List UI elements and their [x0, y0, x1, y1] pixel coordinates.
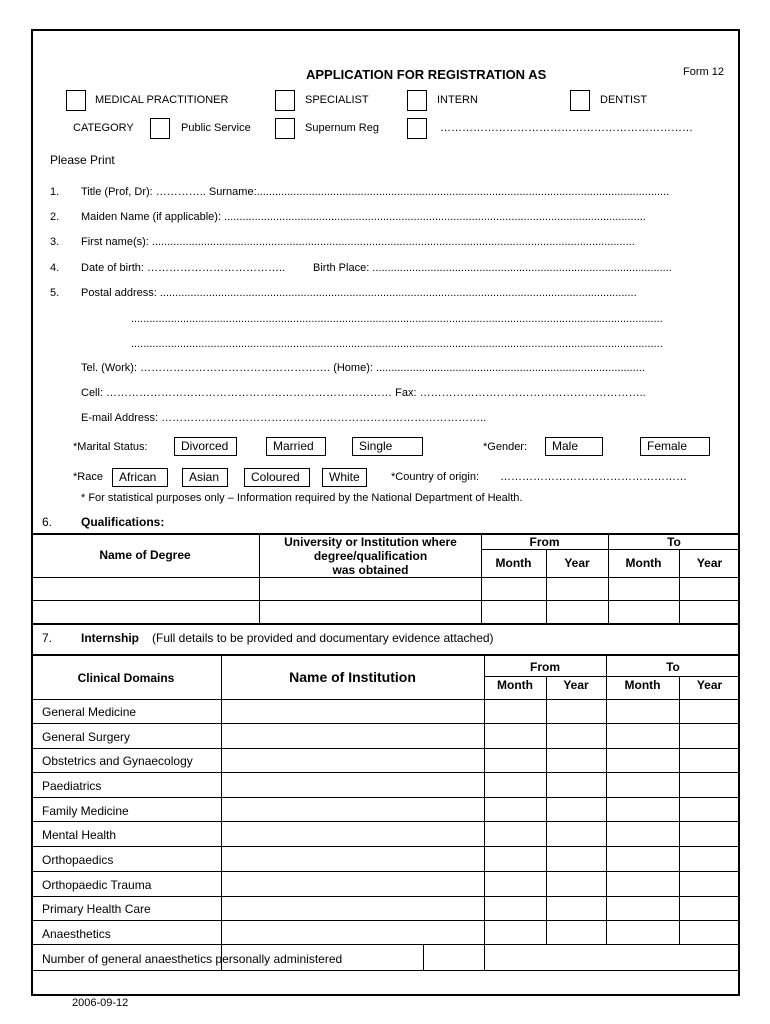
- race-label: *Race: [73, 471, 103, 483]
- form-frame: [31, 29, 740, 996]
- label-public-service: Public Service: [181, 122, 251, 134]
- please-print: Please Print: [50, 153, 115, 167]
- postal-address-line-2[interactable]: ..............................................................................................................................................................................: [131, 313, 663, 325]
- option-married[interactable]: Married: [266, 437, 326, 456]
- field-number-5: 5.: [50, 287, 60, 299]
- postal-address-field[interactable]: Postal address: ............................................................................................................................................................: [81, 287, 637, 299]
- birth-place-field[interactable]: Birth Place: ..................................................................................................: [313, 262, 672, 274]
- qual-to-month: Month: [625, 556, 662, 570]
- checkbox-specialist[interactable]: [275, 90, 295, 111]
- domain-row-label: Anaesthetics: [42, 927, 111, 941]
- option-divorced[interactable]: Divorced: [174, 437, 237, 456]
- first-names-field[interactable]: First name(s): ..............................................................................................................................................................: [81, 236, 635, 248]
- field-number-2: 2.: [50, 211, 60, 223]
- form-title: APPLICATION FOR REGISTRATION AS: [306, 67, 547, 82]
- email-field[interactable]: E-mail Address: ……………………………………………………………………………..: [81, 412, 487, 424]
- title-surname-field[interactable]: Title (Prof, Dr): ………….. Surname:.......................................................................................................................................: [81, 186, 670, 198]
- footer-date: 2006-09-12: [72, 997, 129, 1009]
- date-of-birth-field[interactable]: Date of birth: ………………………………..: [81, 262, 286, 274]
- section-7-number: 7.: [42, 631, 53, 645]
- col-name-of-degree: Name of Degree: [99, 548, 191, 562]
- intern-table-top: [31, 654, 740, 656]
- statistical-note: * For statistical purposes only – Information required by the National Department of Health.: [81, 492, 523, 504]
- option-coloured[interactable]: Coloured: [244, 468, 310, 487]
- label-specialist: SPECIALIST: [305, 94, 369, 106]
- field-number-1: 1.: [50, 186, 60, 198]
- checkbox-medical-practitioner[interactable]: [66, 90, 86, 111]
- domain-row-label: Obstetrics and Gynaecology: [42, 754, 193, 768]
- country-of-origin-field[interactable]: ……………………………………………: [500, 471, 687, 483]
- field-number-3: 3.: [50, 236, 60, 248]
- form-number: Form 12: [683, 66, 724, 78]
- intern-to-year: Year: [696, 678, 723, 692]
- domain-row-label: General Medicine: [42, 705, 137, 719]
- intern-from-header: From: [530, 660, 560, 674]
- qual-from-year: Year: [564, 556, 590, 570]
- col-clinical-domains: Clinical Domains: [77, 671, 175, 685]
- marital-status-label: *Marital Status:: [73, 441, 148, 453]
- label-intern: INTERN: [437, 94, 478, 106]
- section-6-number: 6.: [42, 515, 53, 529]
- anaesthetics-count-label: Number of general anaesthetics personally administered: [42, 952, 343, 966]
- intern-to-header: To: [666, 660, 680, 674]
- qual-to-year: Year: [696, 556, 723, 570]
- label-dentist: DENTIST: [600, 94, 648, 106]
- qual-from-header: From: [529, 535, 560, 549]
- telephone-field[interactable]: Tel. (Work): ……………………………………………. (Home): ........................................................................................: [81, 362, 645, 374]
- internship-note: (Full details to be provided and documentary evidence attached): [152, 631, 494, 645]
- checkbox-supernum-reg[interactable]: [275, 118, 295, 139]
- checkbox-intern[interactable]: [407, 90, 427, 111]
- option-asian[interactable]: Asian: [182, 468, 228, 487]
- qual-from-month: Month: [495, 556, 532, 570]
- qual-table-bottom: [31, 623, 740, 625]
- option-african[interactable]: African: [112, 468, 168, 487]
- cell-fax-field[interactable]: Cell: …………………………………………………………………… Fax: ……………………………………………………..: [81, 387, 646, 399]
- option-female[interactable]: Female: [640, 437, 710, 456]
- intern-to-month: Month: [624, 678, 661, 692]
- label-category: CATEGORY: [73, 122, 134, 134]
- option-single[interactable]: Single: [352, 437, 423, 456]
- option-male[interactable]: Male: [545, 437, 603, 456]
- domain-row-label: Mental Health: [42, 828, 117, 842]
- option-white[interactable]: White: [322, 468, 367, 487]
- country-of-origin-label: *Country of origin:: [391, 471, 480, 483]
- qual-to-header: To: [667, 535, 681, 549]
- checkbox-public-service[interactable]: [150, 118, 170, 139]
- maiden-name-field[interactable]: Maiden Name (if applicable): ..........................................................................................................................................: [81, 211, 646, 223]
- checkbox-dentist[interactable]: [570, 90, 590, 111]
- intern-from-month: Month: [497, 678, 533, 692]
- qualifications-heading: Qualifications:: [81, 515, 165, 529]
- field-number-4: 4.: [50, 262, 60, 274]
- label-medical-practitioner: MEDICAL PRACTITIONER: [95, 94, 229, 106]
- domain-row-label: General Surgery: [42, 730, 131, 744]
- col-university-line-3: was obtained: [332, 563, 409, 577]
- domain-row-label: Family Medicine: [42, 804, 129, 818]
- checkbox-other-category[interactable]: [407, 118, 427, 139]
- col-university-line-2: degree/qualification: [313, 549, 428, 563]
- col-name-of-institution: Name of Institution: [289, 669, 416, 685]
- domain-row-label: Orthopaedic Trauma: [42, 878, 152, 892]
- domain-row-label: Orthopaedics: [42, 853, 114, 867]
- gender-label: *Gender:: [483, 441, 528, 453]
- intern-from-year: Year: [563, 678, 589, 692]
- internship-heading: Internship: [81, 631, 140, 645]
- postal-address-line-3[interactable]: ..............................................................................................................................................................................: [131, 338, 663, 350]
- label-supernum-reg: Supernum Reg: [305, 122, 379, 134]
- col-university-line-1: University or Institution where: [284, 535, 457, 549]
- other-category-line[interactable]: ……………………………………………………………: [440, 122, 693, 134]
- domain-row-label: Paediatrics: [42, 779, 102, 793]
- domain-row-label: Primary Health Care: [42, 902, 151, 916]
